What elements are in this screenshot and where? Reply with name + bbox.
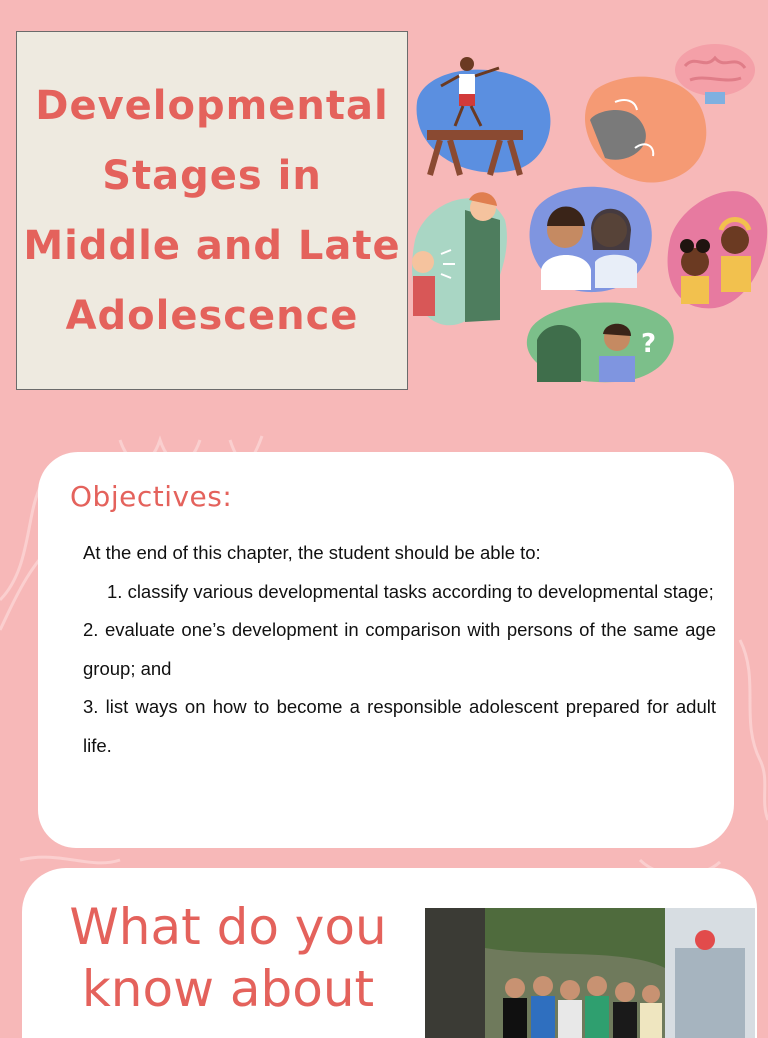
question-card <box>22 868 757 1038</box>
svg-text:?: ? <box>641 329 657 359</box>
confused-boy-illustration <box>527 302 674 382</box>
students-photo <box>425 908 755 1038</box>
objectives-heading: Objectives: <box>70 480 233 513</box>
praying-girls-illustration <box>668 191 768 308</box>
objective-item: 3. list ways on how to become a responsible adolescent prepared for adult life. <box>83 696 716 756</box>
worried-girls-illustration <box>530 187 652 292</box>
question-heading: What do you know about <box>69 898 387 1018</box>
arguing-people-illustration <box>412 192 507 325</box>
balance-beam-illustration <box>417 57 551 175</box>
objective-item: 2. evaluate one’s development in comparison with persons of the same age group; and <box>83 619 716 679</box>
page-title: Developmental Stages in Middle and Late Adolescence <box>23 82 401 339</box>
title-box <box>16 31 408 390</box>
flexing-arm-illustration <box>585 77 706 183</box>
illustration-collage <box>405 40 768 390</box>
objectives-body <box>83 534 716 765</box>
objective-item: 1. classify various developmental tasks according to developmental stage; <box>107 580 714 602</box>
objectives-intro: At the end of this chapter, the student should be able to: <box>83 542 541 563</box>
objectives-card <box>38 452 734 848</box>
